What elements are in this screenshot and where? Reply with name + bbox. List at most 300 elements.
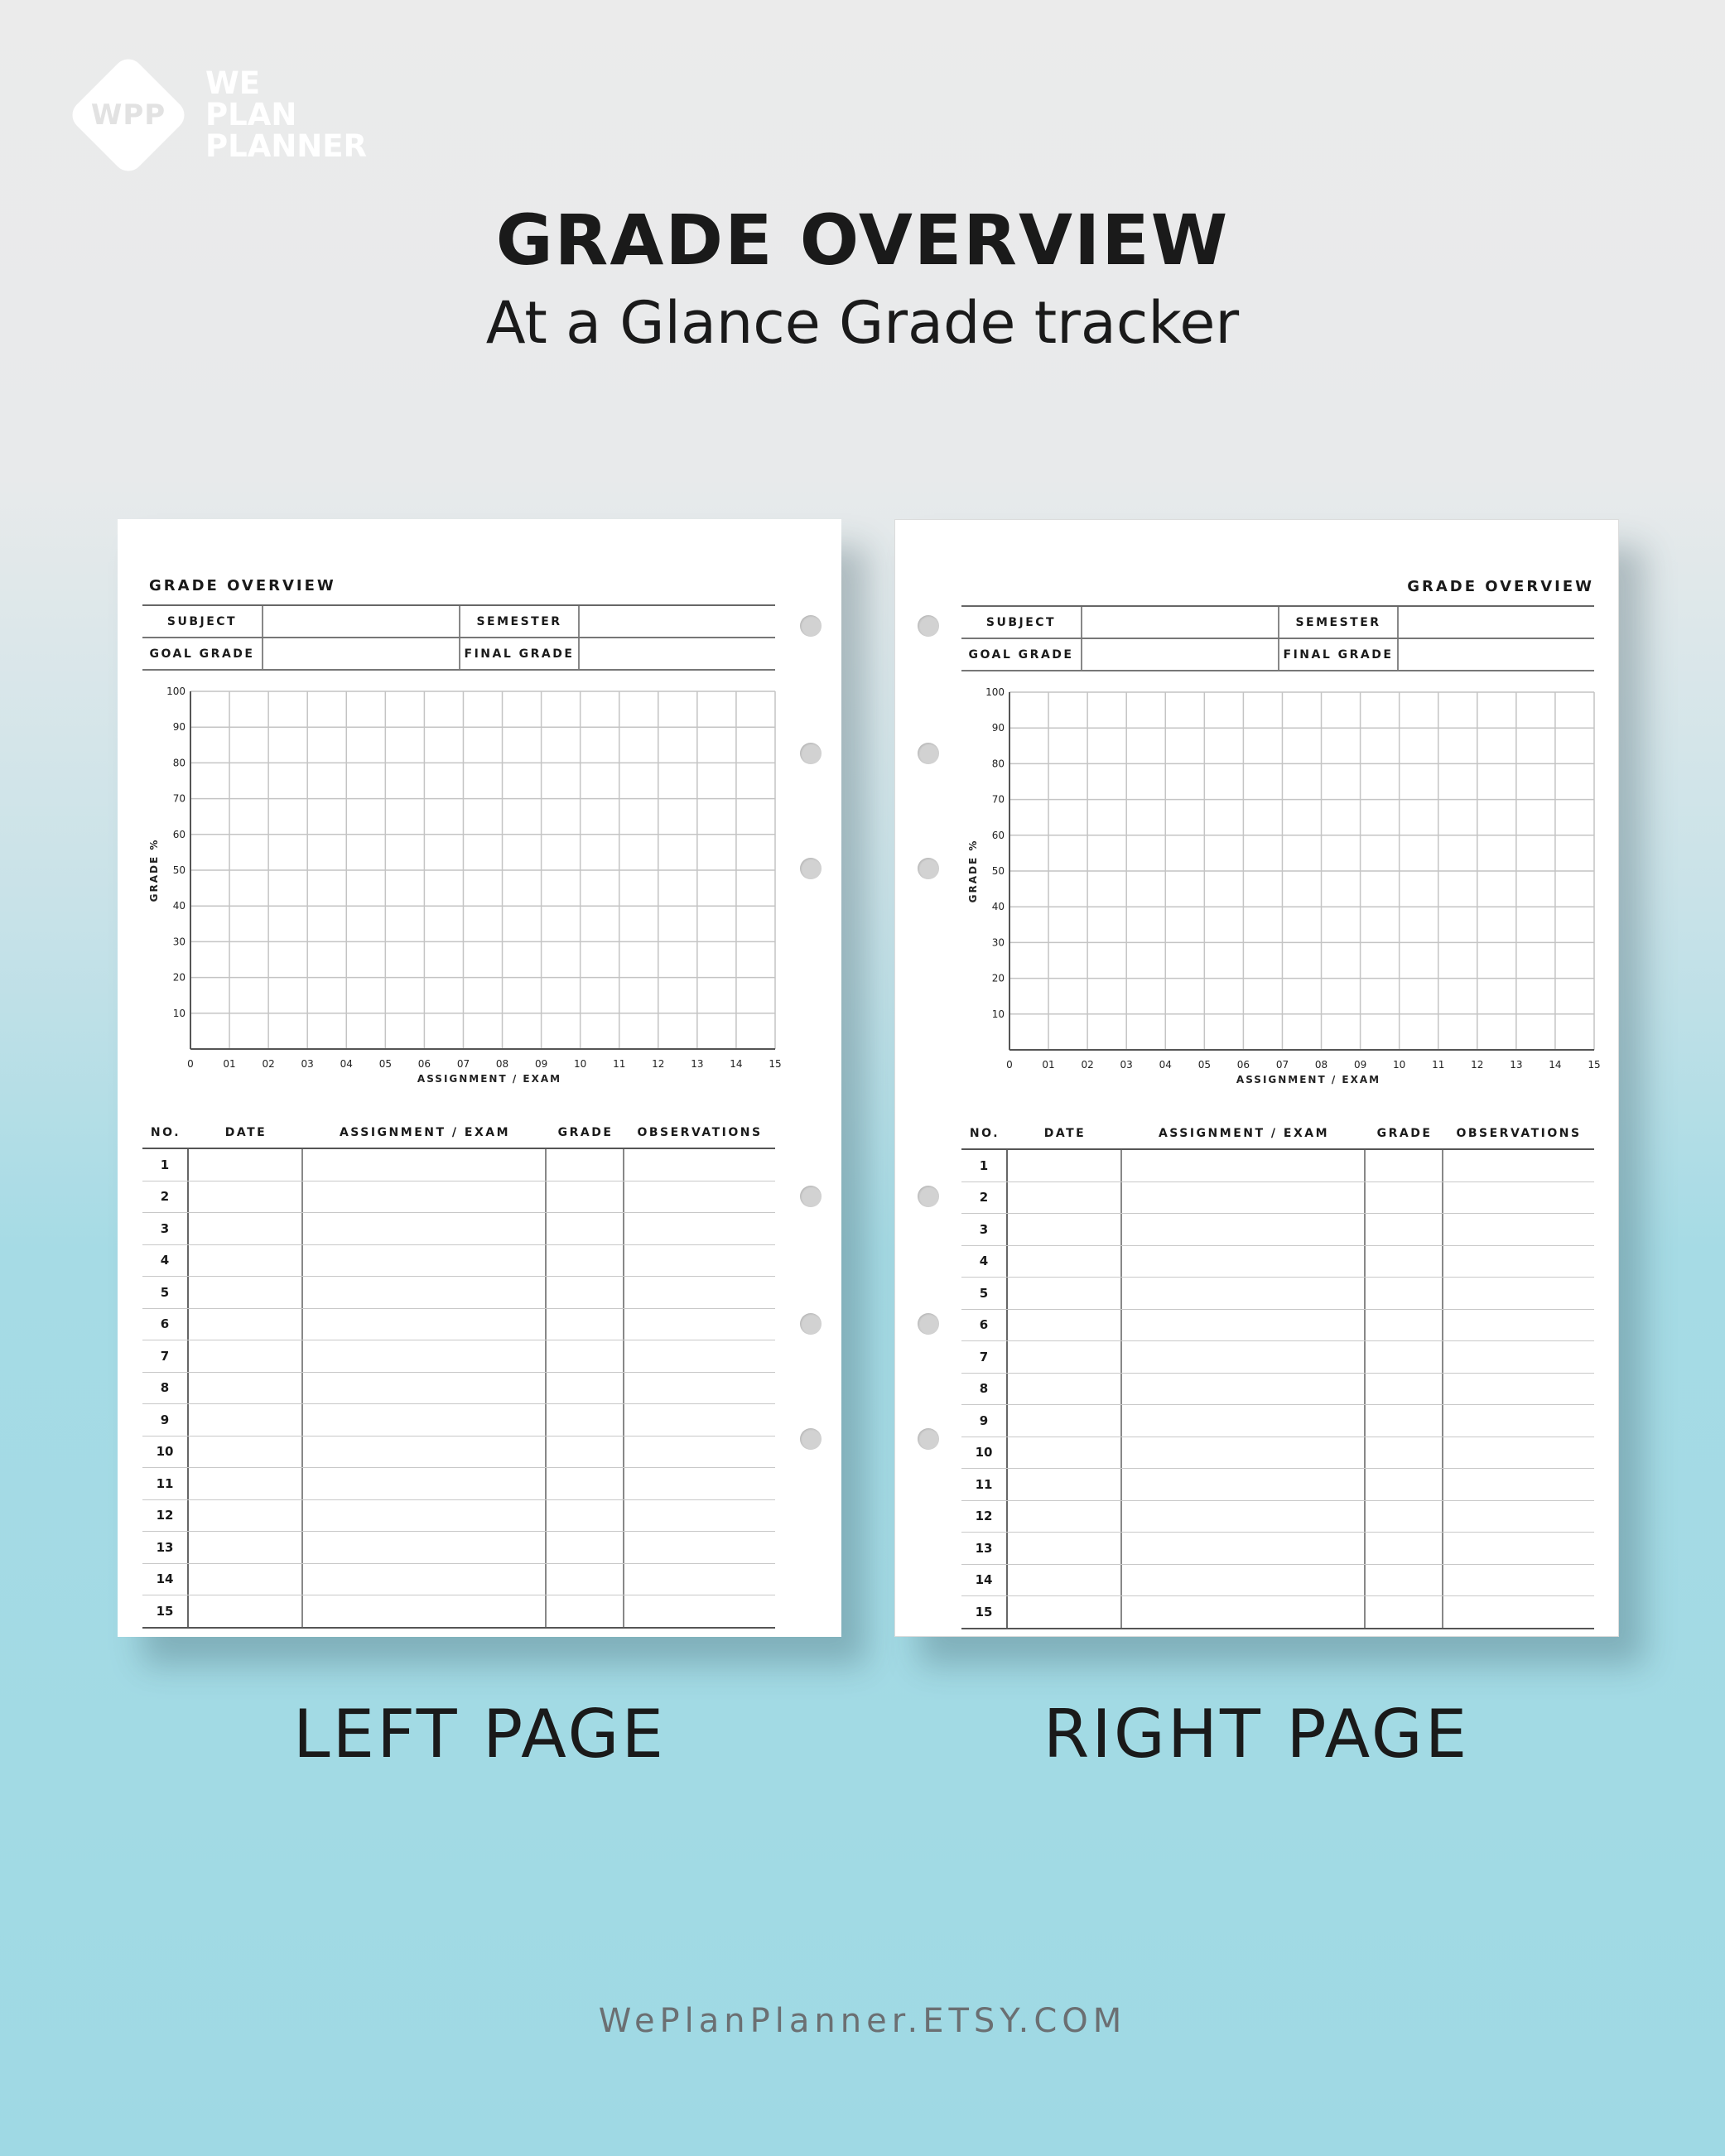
x-tick-label: 06 (1236, 1059, 1250, 1071)
y-tick-label: 10 (991, 1008, 1005, 1020)
assignment-cell[interactable] (303, 1213, 547, 1244)
row-number: 14 (961, 1565, 1008, 1596)
date-cell[interactable] (1008, 1533, 1122, 1564)
x-tick-label: 0 (1006, 1059, 1013, 1071)
binder-hole (800, 1428, 822, 1450)
col-header-observations: OBSERVATIONS (1456, 1126, 1582, 1140)
col-header-grade: GRADE (1376, 1126, 1433, 1140)
row-number: 2 (142, 1181, 189, 1213)
assignment-cell[interactable] (303, 1532, 547, 1563)
date-cell[interactable] (189, 1500, 303, 1532)
grade-table (142, 1117, 775, 1629)
y-tick-label: 100 (166, 686, 186, 697)
left-page-label: LEFT PAGE (292, 1696, 666, 1773)
x-tick-label: 13 (1510, 1059, 1523, 1071)
observations-cell[interactable] (624, 1437, 775, 1468)
subject-label: SUBJECT (142, 606, 263, 637)
subject-label: SUBJECT (961, 607, 1082, 638)
x-tick-label: 14 (1549, 1059, 1562, 1071)
assignment-cell[interactable] (1122, 1310, 1366, 1341)
table-row (961, 1469, 1594, 1501)
y-axis-title: GRADE % (148, 838, 160, 902)
table-row (961, 1533, 1594, 1565)
binder-hole (918, 858, 939, 879)
x-tick-label: 01 (223, 1058, 236, 1070)
table-row (961, 1405, 1594, 1437)
col-header-date: DATE (224, 1125, 267, 1139)
grade-cell[interactable] (1366, 1374, 1443, 1405)
row-number: 15 (961, 1596, 1008, 1628)
info-row (961, 607, 1594, 639)
goal-grade-field[interactable] (1082, 639, 1279, 670)
assignment-cell[interactable] (303, 1340, 547, 1372)
x-tick-label: 04 (1159, 1059, 1172, 1071)
date-cell[interactable] (1008, 1469, 1122, 1500)
goal-grade-label: GOAL GRADE (961, 639, 1082, 670)
grade-cell[interactable] (1366, 1214, 1443, 1245)
subject-field[interactable] (263, 606, 460, 637)
observations-cell[interactable] (624, 1213, 775, 1244)
date-cell[interactable] (189, 1404, 303, 1436)
date-cell[interactable] (1008, 1278, 1122, 1309)
x-tick-label: 05 (378, 1058, 392, 1070)
assignment-cell[interactable] (1122, 1182, 1366, 1214)
grade-cell[interactable] (547, 1500, 624, 1532)
headline-subtitle: At a Glance Grade tracker (485, 289, 1240, 357)
table-row (961, 1310, 1594, 1342)
y-axis-title: GRADE % (967, 839, 979, 903)
binder-hole (800, 1186, 822, 1207)
assignment-cell[interactable] (303, 1309, 547, 1340)
semester-field[interactable] (580, 606, 775, 637)
x-axis-title: ASSIGNMENT / EXAM (1236, 1074, 1381, 1085)
table-row (142, 1213, 775, 1245)
observations-cell[interactable] (624, 1404, 775, 1436)
logo-mark (66, 53, 190, 177)
assignment-cell[interactable] (303, 1181, 547, 1213)
binder-hole (800, 743, 822, 764)
observations-cell[interactable] (624, 1595, 775, 1627)
assignment-cell[interactable] (1122, 1278, 1366, 1309)
y-tick-label: 20 (991, 972, 1005, 984)
date-cell[interactable] (1008, 1501, 1122, 1533)
x-tick-label: 11 (613, 1058, 626, 1070)
x-tick-label: 10 (1393, 1059, 1406, 1071)
grade-cell[interactable] (1366, 1565, 1443, 1596)
x-tick-label: 13 (691, 1058, 704, 1070)
x-tick-label: 08 (1314, 1059, 1328, 1071)
table-row (142, 1309, 775, 1341)
grade-cell[interactable] (547, 1595, 624, 1627)
footer-url: WePlanPlanner.ETSY.COM (598, 2002, 1127, 2040)
y-tick-label: 50 (991, 865, 1005, 877)
x-tick-label: 05 (1197, 1059, 1211, 1071)
assignment-cell[interactable] (303, 1595, 547, 1627)
date-cell[interactable] (189, 1532, 303, 1563)
binder-hole (800, 615, 822, 637)
table-row (142, 1564, 775, 1596)
table-row (961, 1341, 1594, 1374)
observations-cell[interactable] (1443, 1278, 1594, 1309)
x-tick-label: 01 (1042, 1059, 1055, 1071)
date-cell[interactable] (1008, 1405, 1122, 1437)
brand-logo (66, 53, 367, 177)
col-header-grade: GRADE (557, 1125, 614, 1139)
row-number: 7 (961, 1341, 1008, 1373)
row-number: 12 (142, 1500, 189, 1532)
assignment-cell[interactable] (303, 1277, 547, 1308)
page-title: GRADE OVERVIEW (1407, 578, 1594, 595)
x-tick-label: 15 (769, 1058, 782, 1070)
y-tick-label: 40 (991, 901, 1005, 913)
grade-cell[interactable] (1366, 1437, 1443, 1469)
grade-cell[interactable] (1366, 1310, 1443, 1341)
left-page-sheet (118, 519, 841, 1637)
grade-cell[interactable] (547, 1437, 624, 1468)
date-cell[interactable] (189, 1309, 303, 1340)
final-grade-field[interactable] (1399, 639, 1594, 670)
observations-cell[interactable] (624, 1373, 775, 1404)
y-tick-label: 80 (991, 758, 1005, 770)
grade-cell[interactable] (1366, 1533, 1443, 1564)
table-row (142, 1500, 775, 1533)
y-tick-label: 90 (991, 722, 1005, 734)
binder-hole (918, 1428, 939, 1450)
assignment-cell[interactable] (1122, 1469, 1366, 1500)
assignment-cell[interactable] (303, 1245, 547, 1277)
semester-label: SEMESTER (1279, 607, 1399, 638)
date-cell[interactable] (1008, 1374, 1122, 1405)
observations-cell[interactable] (624, 1309, 775, 1340)
grade-cell[interactable] (547, 1309, 624, 1340)
table-row (961, 1214, 1594, 1246)
final-grade-label: FINAL GRADE (1279, 639, 1399, 670)
col-header-assignment: ASSIGNMENT / EXAM (1158, 1126, 1330, 1140)
y-tick-label: 20 (172, 971, 186, 984)
assignment-cell[interactable] (1122, 1405, 1366, 1437)
subject-field[interactable] (1082, 607, 1279, 638)
table-row (142, 1245, 775, 1278)
row-number: 9 (142, 1404, 189, 1436)
assignment-cell[interactable] (303, 1149, 547, 1181)
grade-cell[interactable] (547, 1277, 624, 1308)
observations-cell[interactable] (624, 1500, 775, 1532)
assignment-cell[interactable] (1122, 1501, 1366, 1533)
row-number: 3 (142, 1213, 189, 1244)
info-table (142, 604, 775, 671)
observations-cell[interactable] (1443, 1182, 1594, 1214)
assignment-cell[interactable] (1122, 1150, 1366, 1181)
x-tick-label: 03 (1120, 1059, 1133, 1071)
final-grade-label: FINAL GRADE (460, 638, 580, 669)
assignment-cell[interactable] (1122, 1596, 1366, 1628)
assignment-cell[interactable] (303, 1437, 547, 1468)
grade-cell[interactable] (1366, 1469, 1443, 1500)
x-tick-label: 0 (187, 1058, 194, 1070)
logo-wordmark (205, 65, 368, 164)
date-cell[interactable] (189, 1595, 303, 1627)
col-header-assignment: ASSIGNMENT / EXAM (339, 1125, 511, 1139)
binder-hole (918, 1313, 939, 1335)
y-tick-label: 60 (991, 829, 1005, 841)
table-row (142, 1277, 775, 1309)
y-tick-label: 40 (172, 900, 186, 912)
assignment-cell[interactable] (303, 1564, 547, 1595)
table-row (961, 1501, 1594, 1533)
x-tick-label: 06 (417, 1058, 431, 1070)
x-tick-label: 02 (262, 1058, 275, 1070)
table-row (142, 1181, 775, 1214)
assignment-cell[interactable] (1122, 1565, 1366, 1596)
right-page-label: RIGHT PAGE (1043, 1696, 1470, 1773)
assignment-cell[interactable] (1122, 1341, 1366, 1373)
date-cell[interactable] (189, 1245, 303, 1277)
grade-cell[interactable] (547, 1340, 624, 1372)
assignment-cell[interactable] (1122, 1374, 1366, 1405)
grade-cell[interactable] (547, 1149, 624, 1181)
table-row (142, 1373, 775, 1405)
row-number: 5 (961, 1278, 1008, 1309)
assignment-cell[interactable] (303, 1468, 547, 1499)
final-grade-field[interactable] (580, 638, 775, 669)
date-cell[interactable] (1008, 1596, 1122, 1628)
col-header-no: NO. (150, 1125, 181, 1139)
x-tick-label: 03 (301, 1058, 314, 1070)
col-header-no: NO. (969, 1126, 1000, 1140)
y-tick-label: 30 (172, 936, 186, 948)
y-tick-label: 80 (172, 757, 186, 769)
date-cell[interactable] (1008, 1214, 1122, 1245)
grade-table-body (961, 1150, 1594, 1629)
row-number: 11 (961, 1469, 1008, 1500)
table-row (142, 1149, 775, 1181)
grade-table (961, 1118, 1594, 1629)
date-cell[interactable] (189, 1373, 303, 1404)
x-tick-label: 10 (574, 1058, 587, 1070)
right-page-sheet (894, 519, 1619, 1637)
grade-cell[interactable] (547, 1213, 624, 1244)
y-tick-label: 60 (172, 828, 186, 840)
binder-hole (800, 858, 822, 879)
info-table (961, 605, 1594, 671)
row-number: 10 (142, 1437, 189, 1468)
x-tick-label: 08 (495, 1058, 509, 1070)
headline (0, 199, 1725, 361)
assignment-cell[interactable] (303, 1404, 547, 1436)
row-number: 6 (142, 1309, 189, 1340)
observations-cell[interactable] (624, 1340, 775, 1372)
table-row (961, 1278, 1594, 1310)
observations-cell[interactable] (624, 1532, 775, 1563)
assignment-cell[interactable] (303, 1500, 547, 1532)
grade-cell[interactable] (1366, 1501, 1443, 1533)
planner-page (142, 519, 782, 1637)
date-cell[interactable] (1008, 1565, 1122, 1596)
date-cell[interactable] (1008, 1246, 1122, 1278)
goal-grade-field[interactable] (263, 638, 460, 669)
row-number: 13 (142, 1532, 189, 1563)
grade-table-header (142, 1117, 775, 1149)
grade-cell[interactable] (547, 1532, 624, 1563)
row-number: 6 (961, 1310, 1008, 1341)
info-row (142, 606, 775, 638)
y-tick-label: 70 (172, 792, 186, 805)
observations-cell[interactable] (1443, 1374, 1594, 1405)
table-row (961, 1182, 1594, 1215)
observations-cell[interactable] (624, 1564, 775, 1595)
logo-line: WE (205, 65, 261, 101)
grade-table-header (961, 1118, 1594, 1150)
x-tick-label: 04 (340, 1058, 353, 1070)
y-tick-label: 10 (172, 1007, 186, 1019)
grade-table-body (142, 1149, 775, 1629)
observations-cell[interactable] (1443, 1469, 1594, 1500)
row-number: 11 (142, 1468, 189, 1499)
binder-hole (800, 1313, 822, 1335)
observations-cell[interactable] (1443, 1246, 1594, 1278)
date-cell[interactable] (1008, 1150, 1122, 1181)
observations-cell[interactable] (624, 1149, 775, 1181)
x-tick-label: 07 (456, 1058, 470, 1070)
table-row (142, 1340, 775, 1373)
semester-field[interactable] (1399, 607, 1594, 638)
date-cell[interactable] (1008, 1310, 1122, 1341)
grade-cell[interactable] (1366, 1596, 1443, 1628)
grade-chart-svg (142, 685, 782, 1085)
observations-cell[interactable] (1443, 1533, 1594, 1564)
col-header-date: DATE (1043, 1126, 1087, 1140)
date-cell[interactable] (189, 1564, 303, 1595)
row-number: 8 (961, 1374, 1008, 1405)
logo-line: PLANNER (205, 128, 368, 164)
assignment-cell[interactable] (1122, 1246, 1366, 1278)
y-tick-label: 30 (991, 936, 1005, 949)
grade-chart (961, 686, 1601, 1085)
y-tick-label: 50 (172, 864, 186, 876)
table-row (142, 1404, 775, 1437)
row-number: 4 (142, 1245, 189, 1277)
table-row (142, 1437, 775, 1469)
observations-cell[interactable] (1443, 1214, 1594, 1245)
date-cell[interactable] (189, 1149, 303, 1181)
grade-cell[interactable] (547, 1404, 624, 1436)
observations-cell[interactable] (1443, 1405, 1594, 1437)
date-cell[interactable] (189, 1468, 303, 1499)
observations-cell[interactable] (624, 1245, 775, 1277)
grade-cell[interactable] (1366, 1405, 1443, 1437)
table-row (961, 1596, 1594, 1629)
grade-cell[interactable] (547, 1181, 624, 1213)
table-row (142, 1532, 775, 1564)
date-cell[interactable] (1008, 1437, 1122, 1469)
observations-cell[interactable] (1443, 1501, 1594, 1533)
observations-cell[interactable] (624, 1468, 775, 1499)
y-tick-label: 70 (991, 793, 1005, 806)
logo-mark-text: WPP (90, 99, 166, 132)
date-cell[interactable] (189, 1277, 303, 1308)
row-number: 7 (142, 1340, 189, 1372)
row-number: 15 (142, 1595, 189, 1627)
row-number: 3 (961, 1214, 1008, 1245)
observations-cell[interactable] (1443, 1437, 1594, 1469)
grade-cell[interactable] (547, 1373, 624, 1404)
logo-line: PLAN (205, 97, 297, 132)
grade-cell[interactable] (1366, 1246, 1443, 1278)
row-number: 4 (961, 1246, 1008, 1278)
observations-cell[interactable] (1443, 1150, 1594, 1181)
goal-grade-label: GOAL GRADE (142, 638, 263, 669)
row-number: 5 (142, 1277, 189, 1308)
assignment-cell[interactable] (1122, 1214, 1366, 1245)
row-number: 1 (961, 1150, 1008, 1181)
table-row (142, 1468, 775, 1500)
grade-cell[interactable] (547, 1245, 624, 1277)
x-tick-label: 12 (652, 1058, 665, 1070)
assignment-cell[interactable] (1122, 1533, 1366, 1564)
grade-chart (142, 685, 782, 1085)
binder-hole (918, 615, 939, 637)
x-tick-label: 12 (1471, 1059, 1484, 1071)
observations-cell[interactable] (1443, 1341, 1594, 1373)
col-header-observations: OBSERVATIONS (637, 1125, 763, 1139)
x-tick-label: 02 (1081, 1059, 1094, 1071)
observations-cell[interactable] (1443, 1565, 1594, 1596)
row-number: 1 (142, 1149, 189, 1181)
info-row (961, 639, 1594, 671)
observations-cell[interactable] (624, 1181, 775, 1213)
x-tick-label: 15 (1588, 1059, 1601, 1071)
info-row (142, 638, 775, 671)
grade-cell[interactable] (547, 1564, 624, 1595)
x-tick-label: 09 (534, 1058, 548, 1070)
assignment-cell[interactable] (303, 1373, 547, 1404)
observations-cell[interactable] (1443, 1310, 1594, 1341)
row-number: 13 (961, 1533, 1008, 1564)
grade-chart-svg (961, 686, 1601, 1085)
observations-cell[interactable] (624, 1277, 775, 1308)
date-cell[interactable] (189, 1437, 303, 1468)
row-number: 9 (961, 1405, 1008, 1437)
date-cell[interactable] (189, 1340, 303, 1372)
row-number: 10 (961, 1437, 1008, 1469)
table-row (961, 1565, 1594, 1597)
grade-cell[interactable] (1366, 1278, 1443, 1309)
table-row (961, 1150, 1594, 1182)
assignment-cell[interactable] (1122, 1437, 1366, 1469)
date-cell[interactable] (189, 1181, 303, 1213)
date-cell[interactable] (189, 1213, 303, 1244)
grade-cell[interactable] (1366, 1150, 1443, 1181)
row-number: 8 (142, 1373, 189, 1404)
table-row (961, 1437, 1594, 1470)
row-number: 12 (961, 1501, 1008, 1533)
table-row (961, 1246, 1594, 1278)
grade-cell[interactable] (1366, 1182, 1443, 1214)
date-cell[interactable] (1008, 1182, 1122, 1214)
observations-cell[interactable] (1443, 1596, 1594, 1628)
y-tick-label: 90 (172, 721, 186, 734)
binder-hole (918, 1186, 939, 1207)
grade-cell[interactable] (1366, 1341, 1443, 1373)
x-tick-label: 11 (1432, 1059, 1445, 1071)
headline-title: GRADE OVERVIEW (495, 200, 1230, 281)
date-cell[interactable] (1008, 1341, 1122, 1373)
table-row (142, 1595, 775, 1629)
grade-cell[interactable] (547, 1468, 624, 1499)
x-tick-label: 14 (730, 1058, 743, 1070)
semester-label: SEMESTER (460, 606, 580, 637)
page-title: GRADE OVERVIEW (149, 577, 336, 594)
